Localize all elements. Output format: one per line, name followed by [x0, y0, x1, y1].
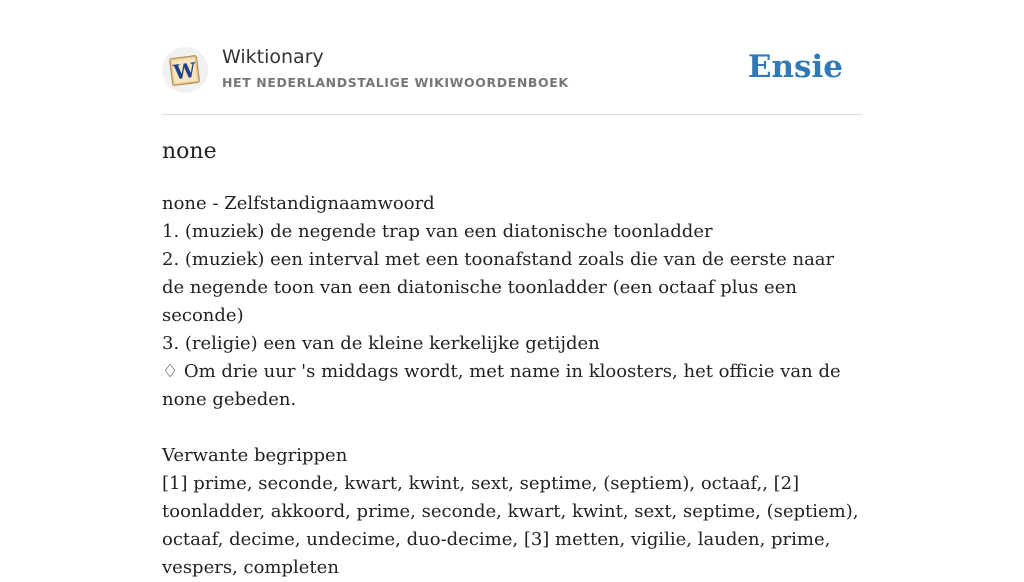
entry-heading: none - Zelfstandignaamwoord — [162, 193, 435, 214]
related-heading: Verwante begrippen — [162, 445, 348, 466]
site-header — [162, 40, 862, 115]
spacer — [162, 414, 862, 442]
logo-letter: W — [172, 57, 198, 85]
definition-1: 1. (muziek) de negende trap van een diatonische toonladder — [162, 221, 713, 242]
brand-name[interactable]: Wiktionary — [222, 46, 324, 68]
ensie-logo-link[interactable]: Ensie — [747, 49, 843, 85]
example-sentence: ♢ Om drie uur 's middags wordt, met name in kloosters, het officie van de none gebeden. — [162, 361, 841, 410]
wiktionary-tile-icon — [162, 47, 208, 93]
page-title: none — [162, 139, 217, 164]
definition-2: 2. (muziek) een interval met een toonafstand zoals die van de eerste naar de negende toon van een diatonische toonladder (een octaaf plus een seconde) — [162, 249, 835, 326]
wiktionary-logo-icon[interactable] — [162, 47, 208, 93]
related-terms: [1] prime, seconde, kwart, kwint, sext, septime, (septiem), octaaf,, [2] toonladder, akkoord, prime, seconde, kwart, kwint, sext, septime, (septiem), octaaf, decime, undecime, duo-decime, [3] metten, vigilie, lauden, prime, vespers, completen — [162, 473, 859, 578]
brand-subtitle: HET NEDERLANDSTALIGE WIKIWOORDENBOEK — [222, 75, 569, 90]
entry-content — [162, 190, 862, 582]
definition-3: 3. (religie) een van de kleine kerkelijke getijden — [162, 333, 600, 354]
